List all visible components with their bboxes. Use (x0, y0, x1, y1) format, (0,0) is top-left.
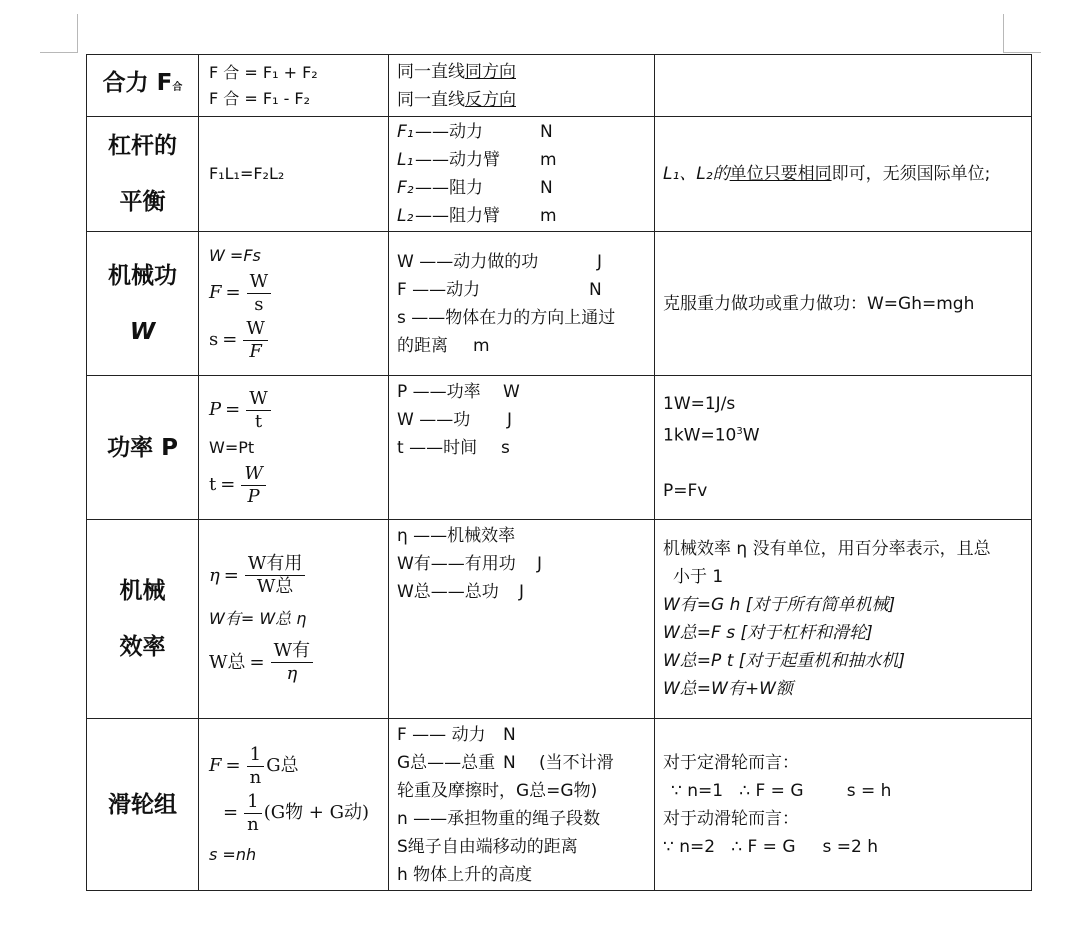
denominator: s (254, 293, 264, 315)
lhs: F (209, 755, 222, 776)
rhs: G总 (266, 755, 299, 776)
unit: N (503, 752, 516, 773)
numerator: W (247, 271, 272, 294)
row-name-mechanical-work (87, 232, 199, 376)
equals-sign: = (223, 802, 239, 823)
table-row (87, 376, 1032, 520)
note-line: 小于 1 (673, 567, 724, 587)
symbol-line: η ——机械效率 (397, 526, 516, 546)
symbol-cell (389, 55, 655, 117)
denominator: W总 (256, 576, 294, 597)
lhs: t (209, 474, 217, 495)
note-cell (655, 55, 1032, 117)
numerator: W有用 (245, 553, 306, 576)
row-name-sub: 合 (172, 82, 183, 93)
equals-sign: = (222, 329, 238, 350)
fraction (247, 271, 272, 316)
symbol-line (397, 146, 646, 174)
note-line: 对于动滑轮而言： (663, 809, 799, 829)
fraction (244, 791, 262, 836)
lhs: η (209, 564, 220, 586)
superscript: 3 (736, 425, 743, 437)
symbol: F₂ (397, 178, 414, 198)
unit: N (540, 178, 553, 198)
note-line (663, 449, 1023, 477)
text: (当不计滑 (539, 752, 614, 773)
underlined-text: 反方向 (465, 89, 516, 110)
row-name-text: 平衡 (119, 189, 166, 215)
unit: J (519, 582, 525, 602)
row-name-text: 功率 P (107, 434, 178, 461)
numerator: W (246, 388, 271, 411)
row-name-lever-balance (87, 117, 199, 232)
crop-mark-left-h (40, 52, 78, 53)
crop-mark-right-v (1003, 14, 1004, 52)
text: 同一直线 (397, 61, 465, 82)
symbol-line (397, 118, 646, 146)
formula-fraction (209, 271, 378, 316)
formula-cell (199, 719, 389, 891)
row-name-pulley-block (87, 719, 199, 891)
symbol-desc: F —— 动力 (397, 724, 486, 745)
lhs: s (209, 329, 219, 350)
row-name-power (87, 376, 199, 520)
formula-cell (199, 376, 389, 520)
symbol-line (397, 406, 646, 434)
denominator: F (249, 340, 262, 362)
symbol-desc: ——动力 (415, 122, 483, 142)
text: L₁、L₂的 (663, 164, 730, 184)
row-name-text: 合力 F (102, 70, 173, 96)
lhs: F (209, 282, 222, 303)
equals-sign: = (225, 399, 241, 420)
symbol-desc: F ——动力 (397, 279, 481, 300)
lhs: W总 (209, 651, 246, 673)
formula-fraction (209, 553, 378, 598)
symbol-line (397, 749, 646, 777)
fraction (243, 318, 268, 363)
row-name-resultant-force (87, 55, 199, 117)
note-cell (655, 117, 1032, 232)
crop-mark-right-h (1003, 52, 1041, 53)
denominator: η (286, 663, 298, 684)
formula-fraction (209, 640, 378, 685)
formula-fraction (209, 744, 378, 789)
lhs: P (209, 399, 222, 420)
symbol-cell (389, 520, 655, 719)
note-line: 对于定滑轮而言： (663, 753, 799, 773)
symbol-line (397, 332, 646, 360)
symbol: F₁ (397, 122, 414, 142)
formula-fraction (209, 318, 378, 363)
symbol-desc: W ——动力做的功 (397, 251, 539, 272)
formula-fraction (209, 388, 378, 433)
denominator: n (249, 766, 262, 788)
formula-cell (199, 520, 389, 719)
equals-sign: = (225, 282, 241, 303)
formula-fraction (209, 791, 378, 836)
equals-sign: = (223, 564, 239, 586)
formula-cell (199, 232, 389, 376)
fraction (247, 744, 265, 789)
symbol-desc: W有——有用功 (397, 554, 516, 574)
symbol-line (397, 550, 646, 578)
row-name-text: 机械功 (108, 262, 177, 289)
numerator: W (241, 463, 266, 486)
symbol-cell (389, 232, 655, 376)
row-name-text: W (129, 318, 156, 345)
symbol-line (397, 248, 646, 276)
row-name-efficiency (87, 520, 199, 719)
row-name-text: 杠杆的 (108, 133, 177, 159)
fraction (271, 640, 314, 685)
formula-line: W=Pt (209, 437, 255, 457)
symbol-line (397, 721, 646, 749)
note-line: W有=G h [对于所有简单机械] (663, 595, 896, 615)
symbol-line (397, 58, 646, 86)
note-line: W总=W有+W额 (663, 679, 793, 699)
note-line: W总=P t [对于起重机和抽水机] (663, 651, 906, 671)
symbol-line: S绳子自由端移动的距离 (397, 836, 578, 857)
symbol-desc: t ——时间 (397, 438, 478, 458)
equals-sign: = (249, 651, 265, 673)
numerator: W (243, 318, 268, 341)
formula-fraction (209, 463, 378, 508)
symbol-line: h 物体上升的高度 (397, 864, 533, 885)
symbol-line: n ——承担物重的绳子段数 (397, 808, 601, 829)
symbol-line (397, 434, 646, 462)
symbol-desc: W ——功 (397, 410, 471, 430)
note-line: W总=F s [对于杠杆和滑轮] (663, 623, 873, 643)
symbol: L₁ (397, 150, 414, 170)
formula-cell (199, 117, 389, 232)
unit: N (503, 724, 516, 745)
table-row (87, 520, 1032, 719)
symbol-line: s ——物体在力的方向上通过 (397, 307, 616, 328)
denominator: t (254, 410, 263, 432)
symbol-line (397, 578, 646, 606)
table-row (87, 232, 1032, 376)
numerator: W有 (271, 640, 314, 663)
note-line: 1W=1J/s (663, 393, 736, 414)
symbol-cell (389, 719, 655, 891)
equals-sign: = (225, 755, 241, 776)
numerator: 1 (244, 791, 261, 814)
symbol-line (397, 202, 646, 230)
fraction (246, 388, 271, 433)
row-name-text: 滑轮组 (108, 791, 177, 818)
note-cell (655, 520, 1032, 719)
physics-formula-table (86, 54, 1032, 891)
formula-cell (199, 55, 389, 117)
unit: J (597, 251, 603, 272)
note-cell (655, 376, 1032, 520)
row-name-text: 机械 (119, 578, 166, 604)
text: 同一直线 (397, 89, 465, 110)
table-row (87, 117, 1032, 232)
table-row (87, 719, 1032, 891)
formula-line: s =nh (209, 844, 257, 864)
symbol-line (397, 378, 646, 406)
unit: J (537, 554, 543, 574)
note-line: ∵ n=2 ∴ F = G s =2 h (663, 837, 879, 857)
symbol-desc: P ——功率 (397, 382, 481, 402)
fraction (241, 463, 266, 508)
unit: N (589, 279, 602, 300)
symbol-desc: ——动力臂 (415, 150, 500, 170)
formula-line: F 合 = F₁ - F₂ (209, 88, 311, 108)
unit: s (501, 438, 510, 458)
symbol-line (397, 276, 646, 304)
symbol-desc: W总——总功 (397, 582, 499, 602)
formula-line: F 合 = F₁ + F₂ (209, 62, 318, 82)
numerator: 1 (247, 744, 264, 767)
denominator: P (247, 485, 260, 507)
underlined-text: 同方向 (465, 61, 516, 82)
unit: m (540, 150, 557, 170)
note-line (663, 418, 1023, 450)
unit: m (540, 206, 557, 226)
underlined-text: 单位只要相同 (729, 164, 832, 184)
symbol-cell (389, 376, 655, 520)
denominator: n (247, 813, 259, 835)
symbol-desc: G总——总重 (397, 752, 496, 773)
text: 即可，无须国际单位; (831, 164, 991, 184)
row-name-text: 效率 (119, 634, 166, 660)
symbol-line (397, 174, 646, 202)
note-cell (655, 719, 1032, 891)
unit: W (503, 382, 520, 402)
symbol-desc: ——阻力臂 (415, 206, 500, 226)
formula-line: W =Fs (209, 245, 261, 265)
symbol-line: 轮重及摩擦时，G总=G物) (397, 780, 598, 801)
note-line: P=Fv (663, 481, 708, 502)
table-row (87, 55, 1032, 117)
text: 1kW=10 (663, 425, 737, 446)
symbol-desc: ——阻力 (415, 178, 483, 198)
symbol-cell (389, 117, 655, 232)
symbol: L₂ (397, 206, 414, 226)
text: W (742, 425, 760, 446)
crop-mark-left-v (77, 14, 78, 52)
rhs: (G物 + G动) (263, 802, 370, 823)
note-cell: 克服重力做功或重力做功：W=Gh=mgh (655, 232, 1032, 376)
symbol-desc: 的距离 (397, 335, 448, 356)
formula-line: F₁L₁=F₂L₂ (209, 164, 285, 183)
note-line: 机械效率 η 没有单位，用百分率表示，且总 (663, 539, 991, 559)
symbol-line (397, 86, 646, 114)
fraction (245, 553, 306, 598)
equals-sign: = (220, 474, 236, 495)
unit: m (473, 335, 490, 356)
unit: N (540, 122, 553, 142)
unit: J (507, 410, 513, 430)
formula-line: W有= W总 η (209, 609, 307, 628)
note-line: ∵ n=1 ∴ F = G s = h (671, 781, 892, 801)
